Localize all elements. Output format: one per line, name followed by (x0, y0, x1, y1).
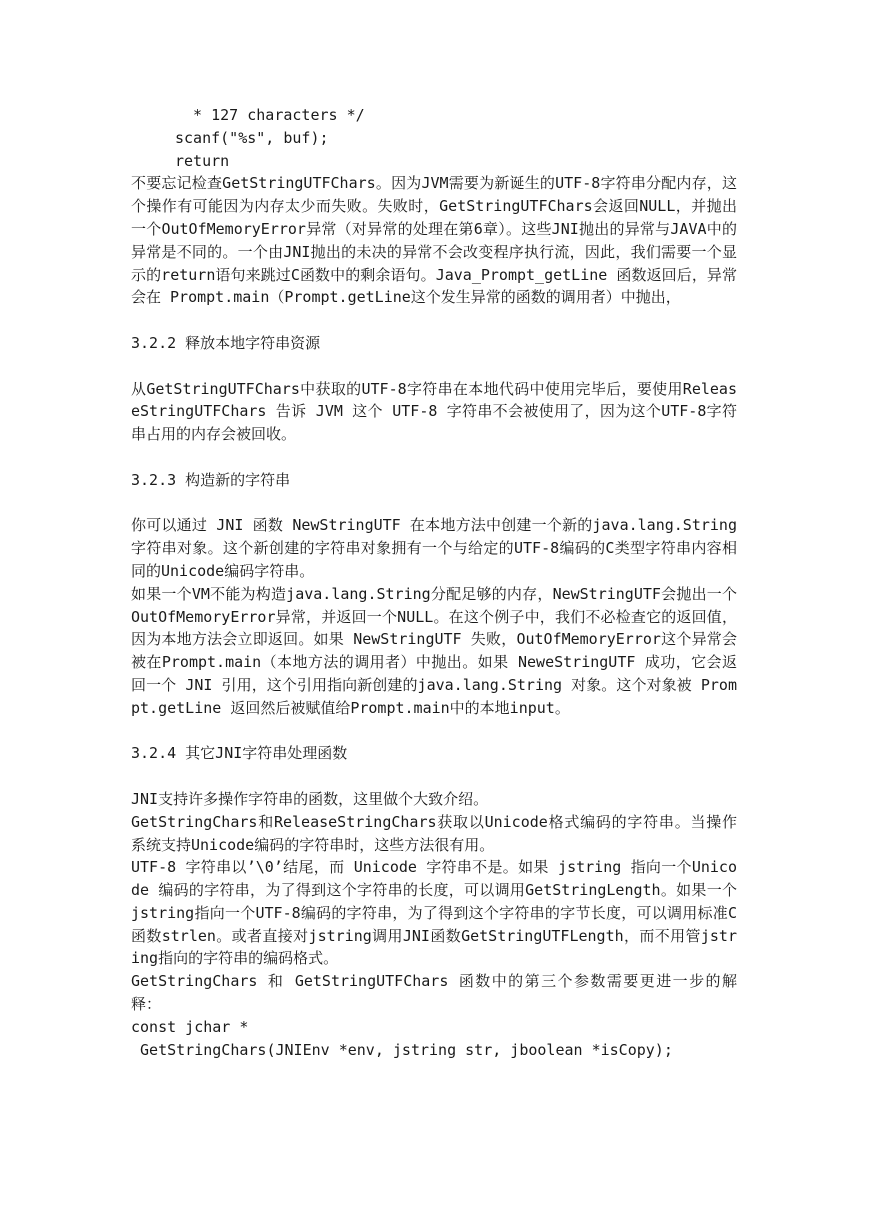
paragraph-exception-note: 不要忘记检查GetStringUTFChars。因为JVM需要为新诞生的UTF-8字符串分配内存，这个操作有可能因为内存太少而失败。失败时，GetStringUTFChars会返回NULL，并抛出一个OutOfMemoryError异常（对异常的处理在第6章）。这些JNI抛出的异常与JAVA中的异常是不同的。一个由JNI抛出的未决的异常不会改变程序执行流，因此，我们需要一个显示的return语句来跳过C函数中的剩余语句。Java_Prompt_getLine 函数返回后，异常会在 Prompt.main（Prompt.getLine这个发生异常的函数的调用者）中抛出， (131, 174, 737, 307)
spacer (131, 720, 737, 743)
code-line: scanf("%s", buf); (175, 128, 329, 147)
paragraph-jni-overview: JNI支持许多操作字符串的函数，这里做个大致介绍。 (131, 789, 489, 808)
code-line: * 127 characters */ (175, 106, 365, 124)
section-heading-3-2-3: 3.2.3 构造新的字符串 (131, 470, 291, 489)
spacer (131, 446, 737, 469)
document-page (131, 104, 737, 1061)
spacer (131, 355, 737, 378)
code-block-bottom (131, 1016, 737, 1062)
spacer (131, 765, 737, 788)
code-block-top (131, 104, 737, 172)
paragraph-third-parameter: GetStringChars 和 GetStringUTFChars 函数中的第三个参数需要更进一步的解释： (131, 972, 737, 1014)
code-line: GetStringChars(JNIEnv *env, jstring str, jboolean *isCopy); (131, 1040, 673, 1059)
spacer (131, 309, 737, 332)
paragraph-get-string-chars: GetStringChars和ReleaseStringChars获取以Unicode格式编码的字符串。当操作系统支持Unicode编码的字符串时，这些方法很有用。 (131, 812, 737, 854)
paragraph-release-string: 从GetStringUTFChars中获取的UTF-8字符串在本地代码中使用完毕后，要使用ReleaseStringUTFChars 告诉 JVM 这个 UTF-8 字符串不会被使用了，因为这个UTF-8字符串占用的内存会被回收。 (131, 379, 737, 444)
code-line: const jchar * (131, 1017, 249, 1036)
paragraph-utf8-unicode: UTF-8 字符串以’\0’结尾，而 Unicode 字符串不是。如果 jstring 指向一个Unicode 编码的字符串，为了得到这个字符串的长度，可以调用GetStringLength。如果一个jstring指向一个UTF-8编码的字符串，为了得到这个字符串的字节长度，可以调用标准C函数strlen。或者直接对jstring调用JNI函数GetStringUTFLength，而不用管jstring指向的字符串的编码格式。 (131, 858, 737, 968)
code-line: return (175, 151, 230, 170)
paragraph-new-string-utf: 你可以通过 JNI 函数 NewStringUTF 在本地方法中创建一个新的java.lang.String 字符串对象。这个新创建的字符串对象拥有一个与给定的UTF-8编码的C类型字符串内容相同的Unicode编码字符串。 (131, 516, 737, 580)
paragraph-out-of-memory: 如果一个VM不能为构造java.lang.String分配足够的内存，NewStringUTF会抛出一个OutOfMemoryError异常，并返回一个NULL。在这个例子中，我们不必检查它的返回值，因为本地方法会立即返回。如果 NewStringUTF 失败，OutOfMemoryError这个异常会被在Prompt.main（本地方法的调用者）中抛出。如果 NeweStringUTF 成功，它会返回一个 JNI 引用，这个引用指向新创建的java.lang.String 对象。这个对象被 Prompt.getLine 返回然后被赋值给Prompt.main中的本地input。 (131, 584, 737, 717)
spacer (131, 492, 737, 515)
section-heading-3-2-4: 3.2.4 其它JNI字符串处理函数 (131, 744, 348, 763)
section-heading-3-2-2: 3.2.2 释放本地字符串资源 (131, 333, 321, 352)
